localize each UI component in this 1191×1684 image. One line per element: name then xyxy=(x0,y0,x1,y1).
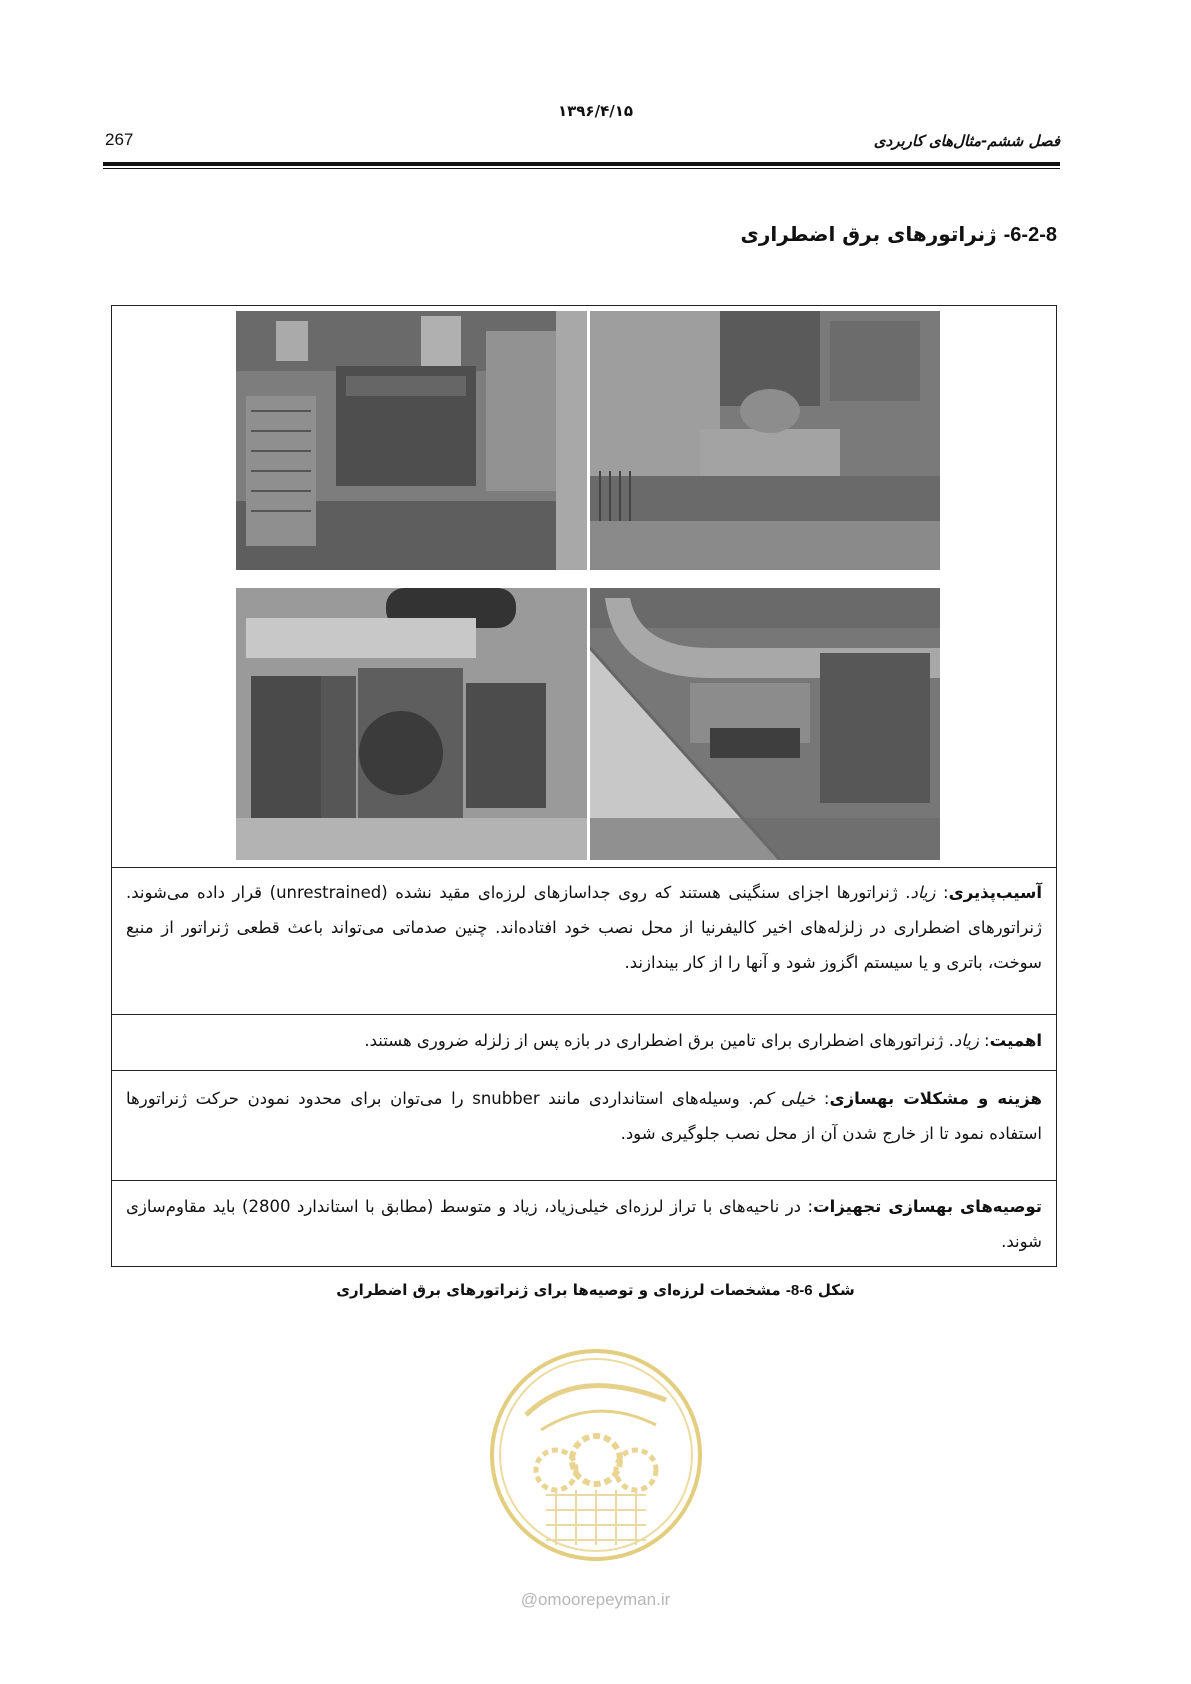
chapter-title: فصل ششم-مثال‌های کاربردی xyxy=(873,132,1060,150)
caption-text: مشخصات لرزه‌ای و توصیه‌ها برای ژنراتورهای برق اضطراری xyxy=(336,1281,781,1299)
photo-vibration-isolator xyxy=(590,311,940,570)
cost-term: snubber xyxy=(472,1089,540,1108)
caption-prefix: شکل xyxy=(817,1281,855,1299)
recommendation-standard: 2800 xyxy=(248,1197,291,1216)
header-date: ۱۳۹۶/۴/۱۵ xyxy=(557,102,634,120)
specification-table xyxy=(111,305,1057,1267)
row-cost: هزینه و مشکلات بهسازی: خیلی کم. وسیله‌های استانداردی مانند snubber را می‌توان برای محدود نمودن حرکت ژنراتورها استفاده نمود تا از خارج شدن آن از محل نصب جلوگیری شود. xyxy=(112,1071,1056,1181)
section-number: 6-2-8- xyxy=(1003,224,1057,246)
section-heading xyxy=(741,222,1058,247)
row-importance: اهمیت: زیاد. ژنراتورهای اضطراری برای تامین برق اضطراری در بازه پس از زلزله ضروری هستند. xyxy=(112,1015,1056,1071)
recommendation-text-a: در ناحیه‌های با تراز لرزه‌ای خیلی‌زیاد، زیاد و متوسط (مطابق با استاندارد xyxy=(296,1197,802,1216)
photo-generator-mounting xyxy=(590,588,940,860)
photo-grid xyxy=(112,306,1056,868)
vulnerability-rating: زیاد xyxy=(910,883,936,902)
importance-text: ژنراتورهای اضطراری برای تامین برق اضطراری در بازه پس از زلزله ضروری هستند. xyxy=(364,1031,944,1050)
cost-text-b: را می‌توان برای محدود نمودن حرکت ژنراتورها استفاده نمود تا از خارج شدن آن از محل نصب جلوگیری شود. xyxy=(126,1089,1042,1143)
photo-generator-engine xyxy=(236,311,587,570)
photo-radiator-unit xyxy=(236,588,587,860)
recommendation-text-b: ) باید مقاوم‌سازی شوند. xyxy=(126,1197,1042,1251)
header-rule-thick xyxy=(103,162,1060,166)
figure-caption xyxy=(0,1281,1191,1299)
header-rule-thin xyxy=(103,168,1060,169)
vulnerability-text-a: ژنراتورها اجزای سنگینی هستند که روی جداسازهای لرزه‌ای مقید نشده xyxy=(395,883,898,902)
vulnerability-text-b: قرار داده می‌شوند. ژنراتورهای اضطراری در زلزله‌های اخیر کالیفرنیا از محل نصب خود افتاده‌اند. چنین صدماتی می‌تواند باعث قطعی ژنراتور از منبع سوخت، باتری و یا سیستم اگزوز شود و آنها را از کار بیندازند. xyxy=(126,883,1042,972)
recommendation-label: توصیه‌های بهسازی تجهیزات xyxy=(813,1197,1042,1216)
row-vulnerability: آسیب‌پذیری: زیاد. ژنراتورها اجزای سنگینی هستند که روی جداسازهای لرزه‌ای مقید نشده (unrestrained) قرار داده می‌شوند. ژنراتورهای اضطراری در زلزله‌های اخیر کالیفرنیا از محل نصب خود افتاده‌اند. چنین صدماتی می‌تواند باعث قطعی ژنراتور از منبع سوخت، باتری و یا سیستم اگزوز شود و آنها را از کار بیندازند. xyxy=(112,867,1056,1015)
importance-rating: زیاد xyxy=(953,1031,979,1050)
watermark-url: @omoorepeyman.ir xyxy=(520,1590,671,1609)
cost-text-a: وسیله‌های استانداردی مانند xyxy=(548,1089,740,1108)
importance-label: اهمیت xyxy=(989,1031,1042,1050)
cost-rating: خیلی کم xyxy=(753,1089,816,1108)
caption-number: 6-8- xyxy=(785,1282,813,1299)
cost-label: هزینه و مشکلات بهسازی xyxy=(829,1089,1042,1108)
section-title: ژنراتورهای برق اضطراری xyxy=(740,222,997,246)
row-recommendation: توصیه‌های بهسازی تجهیزات: در ناحیه‌های با تراز لرزه‌ای خیلی‌زیاد، زیاد و متوسط (مطابق با استاندارد 2800) باید مقاوم‌سازی شوند. xyxy=(126,1197,1042,1251)
vulnerability-label: آسیب‌پذیری xyxy=(948,883,1042,902)
vulnerability-term: (unrestrained) xyxy=(269,883,388,902)
watermark-logo xyxy=(486,1345,706,1565)
page-number: 267 xyxy=(105,130,134,149)
